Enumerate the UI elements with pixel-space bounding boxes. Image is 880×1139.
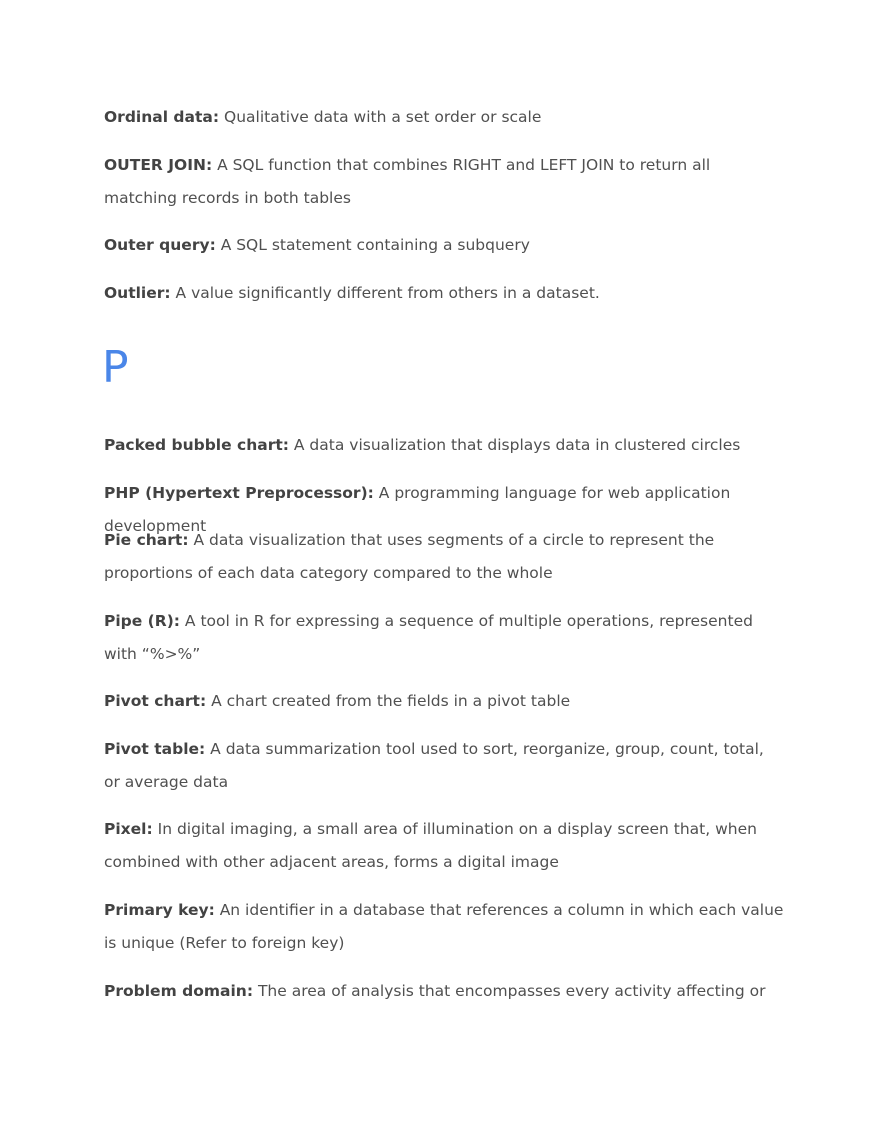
glossary-entry-packed-bubble-chart (104, 429, 784, 462)
glossary-definition: A SQL function that combines RIGHT and LEFT JOIN to return all matching records in both tables (104, 156, 711, 207)
glossary-definition: A data summarization tool used to sort, reorganize, group, count, total, or average data (104, 740, 764, 791)
glossary-term: Pipe (R): (104, 612, 180, 630)
glossary-definition: A tool in R for expressing a sequence of multiple operations, represented with “%>%” (104, 612, 753, 663)
glossary-definition: A data visualization that uses segments of a circle to represent the proportions of each data category compared to the whole (104, 531, 715, 582)
glossary-definition: A data visualization that displays data in clustered circles (288, 436, 741, 454)
glossary-term: Pixel: (104, 820, 153, 838)
glossary-entry-outer-join (104, 149, 784, 215)
glossary-term: Packed bubble chart: (104, 436, 289, 454)
glossary-entry-pie-chart (104, 524, 784, 590)
glossary-term: Primary key: (104, 901, 215, 919)
glossary-term: PHP (Hypertext Preprocessor): (104, 484, 374, 502)
glossary-definition: A SQL statement containing a subquery (215, 236, 530, 254)
glossary-entry-pixel (104, 813, 784, 879)
glossary-term: Problem domain: (104, 982, 254, 1000)
glossary-entry-pipe-r (104, 605, 784, 671)
glossary-entry-primary-key (104, 894, 784, 960)
glossary-definition: An identifier in a database that references a column in which each value is unique (Refer to foreign key) (104, 901, 784, 952)
glossary-term: Ordinal data: (104, 108, 220, 126)
glossary-term: Pivot chart: (104, 692, 207, 710)
glossary-entry-outer-query (104, 229, 784, 262)
glossary-term: Outer query: (104, 236, 216, 254)
glossary-definition: Qualitative data with a set order or scale (219, 108, 542, 126)
glossary-term: OUTER JOIN: (104, 156, 213, 174)
glossary-definition: A value significantly different from others in a dataset. (170, 284, 600, 302)
glossary-entry-ordinal-data (104, 101, 784, 134)
glossary-definition: A programming language for web application development (104, 484, 731, 535)
glossary-term: Outlier: (104, 284, 171, 302)
glossary-definition: A chart created from the fields in a pivot table (206, 692, 571, 710)
glossary-term: Pie chart: (104, 531, 189, 549)
glossary-entry-problem-domain (104, 975, 784, 1008)
glossary-entry-pivot-table (104, 733, 784, 799)
glossary-definition: In digital imaging, a small area of illumination on a display screen that, when combined with other adjacent areas, forms a digital image (104, 820, 757, 871)
glossary-entry-outlier (104, 277, 784, 310)
glossary-definition: The area of analysis that encompasses every activity affecting or (253, 982, 766, 1000)
glossary-entry-pivot-chart (104, 685, 784, 718)
section-letter-heading: P (102, 342, 129, 393)
glossary-term: Pivot table: (104, 740, 206, 758)
